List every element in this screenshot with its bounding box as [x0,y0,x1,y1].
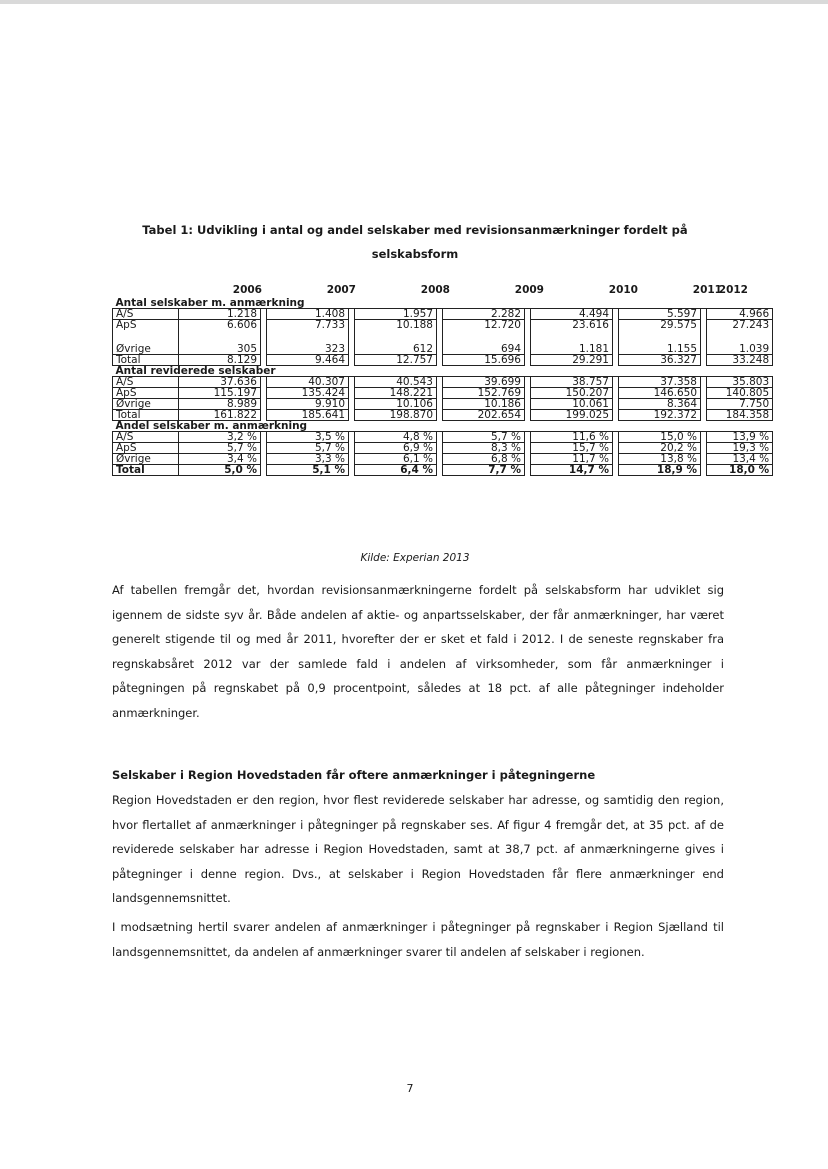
table-cell: 150.207 [531,388,613,399]
table-cell: 8,3 % [443,443,525,454]
section-heading: Selskaber i Region Hovedstaden får oftere anmærkninger i påtegningerne [112,768,596,782]
year-header: 2006 [232,284,262,296]
table-cell: 202.654 [443,410,525,421]
table-cell: 3,3 % [267,454,349,465]
section-title-row [113,366,773,377]
table-cell: 7,7 % [443,465,525,476]
year-header: 2012 [718,284,748,296]
table-cell: 8.989 [179,399,261,410]
table-cell: 23.616 [531,320,613,331]
row-label: A/S [113,377,179,388]
table-cell: 9.464 [267,355,349,366]
row-label: Øvrige [113,399,179,410]
table-cell: 185.641 [267,410,349,421]
table-cell: 135.424 [267,388,349,399]
table-cell: 4,8 % [355,432,437,443]
row-label: Total [113,410,179,421]
row-label: ApS [113,388,179,399]
body-paragraph-3: I modsætning hertil svarer andelen af anmærkninger i påtegninger på regnskaber i Region Sjælland til landsgennemsnittet, da andelen af anmærkninger svarer til andelen af selskaber i regionen. [112,920,724,959]
table-cell: 6,8 % [443,454,525,465]
table-cell: 5.597 [619,309,701,320]
table-cell: 27.243 [707,320,773,331]
table-row [113,320,773,331]
page-number: 7 [406,1082,414,1095]
table-cell: 3,5 % [267,432,349,443]
table-cell: 12.757 [355,355,437,366]
table-row [113,344,773,355]
table-cell: 15,7 % [531,443,613,454]
table-cell: 184.358 [707,410,773,421]
table-cell: 37.358 [619,377,701,388]
section-title-row [113,298,773,309]
table-cell: 4.966 [707,309,773,320]
table-cell: 40.307 [267,377,349,388]
table-cell: 1.957 [355,309,437,320]
body-paragraph-2: Region Hovedstaden er den region, hvor flest reviderede selskaber har adresse, og samtidig den region, hvor flertallet af anmærkninger i påtegninger på regnskaber ses. Af figur 4 fremgår det, at 35 pct. af de reviderede selskaber har adresse i Region Hovedstaden, samt at 38,7 pct. af anmærkningerne gives i påtegninger i denne region. Dvs., at selskaber i Region Hovedstaden får flere anmærkninger end landsgennemsnittet. [112,793,724,905]
table-cell: 612 [355,344,437,355]
table-row [113,388,773,399]
table-cell: 5,7 % [267,443,349,454]
row-label: Total [113,465,179,476]
table-cell: 13,9 % [707,432,773,443]
table-cell: 146.650 [619,388,701,399]
table-cell: 5,7 % [443,432,525,443]
table-cell: 12.720 [443,320,525,331]
company-remarks-table-body [112,298,773,476]
year-header: 2009 [514,284,544,296]
table-cell: 7.733 [267,320,349,331]
table-cell: 15.696 [443,355,525,366]
table-cell: 198.870 [355,410,437,421]
section-title-row [113,421,773,432]
table-row [113,309,773,320]
year-header: 2010 [608,284,638,296]
row-label: Total [113,355,179,366]
table-row [113,399,773,410]
table-cell: 1.039 [707,344,773,355]
table-cell: 10.061 [531,399,613,410]
table-cell: 1.218 [179,309,261,320]
row-label: Øvrige [113,344,179,355]
table-cell: 3,2 % [179,432,261,443]
table-cell: 14,7 % [531,465,613,476]
table-row-blank [113,330,773,344]
table-cell: 3,4 % [179,454,261,465]
table-cell: 11,6 % [531,432,613,443]
table-cell: 4.494 [531,309,613,320]
table-cell: 36.327 [619,355,701,366]
table-row [113,410,773,421]
table-cell: 35.803 [707,377,773,388]
table-cell: 5,1 % [267,465,349,476]
table-cell: 694 [443,344,525,355]
row-label: ApS [113,443,179,454]
table-cell: 6.606 [179,320,261,331]
table-cell: 38.757 [531,377,613,388]
table-cell: 140.805 [707,388,773,399]
table-row [113,454,773,465]
table-cell: 19,3 % [707,443,773,454]
table-cell: 29.575 [619,320,701,331]
table-cell: 11,7 % [531,454,613,465]
table-cell: 323 [267,344,349,355]
table-row [113,377,773,388]
scan-edge [0,0,828,4]
table-cell: 192.372 [619,410,701,421]
section-title: Antal reviderede selskaber [113,366,773,377]
table-cell: 161.822 [179,410,261,421]
table-row [113,355,773,366]
body-paragraph-1: Af tabellen fremgår det, hvordan revisionsanmærkningerne fordelt på selskabsform har udviklet sig igennem de sidste syv år. Både andelen af aktie- og anpartsselskaber, der får anmærkninger, har været generelt stigende til og med år 2011, hvorefter der er sket et fald i 2012. I de seneste regnskaber fra regnskabsåret 2012 var der samlede fald i andelen af virksomheder, som får anmærkninger i påtegningen på regnskabet på 0,9 procentpoint, således at 18 pct. af alle påtegninger indeholder anmærkninger. [112,583,724,720]
table-row [113,465,773,476]
year-header-row [112,284,752,298]
table-cell: 39.699 [443,377,525,388]
table-cell: 6,9 % [355,443,437,454]
row-label: ApS [113,320,179,331]
table-cell: 8.364 [619,399,701,410]
year-header: 2011 [692,284,722,296]
table-cell: 305 [179,344,261,355]
row-label: Øvrige [113,454,179,465]
table-cell: 10.188 [355,320,437,331]
table-cell: 1.181 [531,344,613,355]
table-cell: 8.129 [179,355,261,366]
year-header: 2007 [326,284,356,296]
table-cell: 33.248 [707,355,773,366]
table-cell: 6,1 % [355,454,437,465]
section-title: Andel selskaber m. anmærkning [113,421,773,432]
table-cell: 10.186 [443,399,525,410]
table-cell: 5,0 % [179,465,261,476]
table-cell: 115.197 [179,388,261,399]
table-source: Kilde: Experian 2013 [360,552,470,564]
table-cell: 1.155 [619,344,701,355]
table-cell: 13,8 % [619,454,701,465]
table-cell: 148.221 [355,388,437,399]
table-cell: 152.769 [443,388,525,399]
table-cell: 40.543 [355,377,437,388]
table-cell: 18,9 % [619,465,701,476]
table-cell: 1.408 [267,309,349,320]
table-row [113,432,773,443]
year-header: 2008 [420,284,450,296]
row-label: A/S [113,309,179,320]
section-title: Antal selskaber m. anmærkning [113,298,773,309]
table-caption-line2: selskabsform [371,247,459,261]
table-cell: 5,7 % [179,443,261,454]
table-cell: 37.636 [179,377,261,388]
table-cell: 13,4 % [707,454,773,465]
table-cell: 15,0 % [619,432,701,443]
table-caption [100,218,730,266]
table-cell: 20,2 % [619,443,701,454]
table-cell: 199.025 [531,410,613,421]
table-cell: 29.291 [531,355,613,366]
table-cell: 7.750 [707,399,773,410]
table-cell: 18,0 % [707,465,773,476]
table-caption-line1: Tabel 1: Udvikling i antal og andel selskaber med revisionsanmærkninger fordelt på [142,223,688,237]
table-cell: 10.106 [355,399,437,410]
table-cell: 9.910 [267,399,349,410]
row-label: A/S [113,432,179,443]
table-cell: 2.282 [443,309,525,320]
table-row [113,443,773,454]
table-cell: 6,4 % [355,465,437,476]
